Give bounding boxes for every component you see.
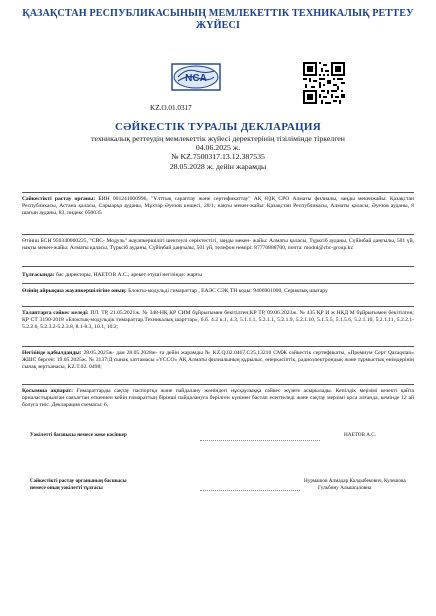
declaration-heading (30, 121, 406, 171)
signatory-section: Тұлғасында: бас директоры, НАЕТОВ А.С., әрекет етуші негізінде: жарғы (22, 272, 202, 278)
section-label: Қосымша ақпарат: (22, 388, 73, 394)
additional-info-section: Қосымша ақпарат: Ғимараттарды сақтау паспортқа және пайдалану жөніндегі нұсқаулыққа сәйкес жүзеге асырылады. Кепілдік мерзімі кезекті қайта орналастырылған саяхаттан өткеннен кейін ғимараттың бірінші пайдалануға берілген күнінен бастап есептеледі және сақтау мерзімі қоса алғанда, кемінде 12 ай болуға тиіс. Декларация схемасы: 6, (22, 388, 414, 409)
divider (22, 346, 414, 347)
header-title-line2: ЖҮЙЕСІ (195, 20, 241, 31)
section-label: Талаптарға сәйкес келеді: (22, 310, 89, 316)
applicant-section: Өтініш БСН 950340000225, "CBC- Модуль" жауапкершілігі шектеулі серіктестігі, заңды мекен- жайы: Алматы қаласы, Түрксіб ауданы, Сүйінбай даңғылы, 501 үй, нақты мекен-жайы: Алматы қаласы, Түрксіб ауданы, Сүйінбай даңғылы, 501 үй, телефон нөмірі: 87770888700, почта: modul@cbc-group.kz (22, 238, 414, 252)
svg-text:NCA: NCA (185, 73, 207, 84)
body-signer-name-line1: Нурмашов Алмадар Калдыбекович, Кулешова (304, 478, 406, 484)
section-label: Өзінің айрықша жауапкершілігіне оның: (22, 288, 127, 294)
divider (22, 306, 414, 307)
product-section: Өзінің айрықша жауапкершілігіне оның: Блокты-модульдi гимараттар , ЕАЭС СЭҚ ТН коды: 9406901000, Сериялық шығару (22, 288, 328, 294)
registration-date: 04.06.2025 ж. (195, 143, 241, 153)
divider (22, 234, 414, 235)
applicant-name: НАЕТОВ А.С. (344, 432, 377, 438)
declaration-number: № KZ.7500317.13.12.387535 (171, 152, 265, 162)
accepted-basis-section: Негізінде қабылданды: 28.05.2025ж- дан 28.05.2028ж- ға дейін жарамды № KZ.Q.02.0467.C25.13210 СМЖ сәйкестік сертификаты, «Премиум Серт Qazaqstan» ЖШС берген: 19.05.2025ж. № 3137/Д сынақ хаттамасы «YCCO» АҚ Алматы филиалының құрылыс, өнеркәсіптік, радиоэлектрондық және тұрмыстық өнімдерінің сынақ зертханасы, KZ.T.02. 0498; (22, 350, 414, 371)
qr-code (303, 62, 345, 104)
certification-body-section: Сәйкестікті растау органы: БИН 001241000996, "Ұлттық сараптау және сертификаттау" АҚ ӨҘҚ СРО Алматы филиалы, заңды мекенжайы: Қазақстан Республикасы, Астана қаласы, Сарыарқа ауданы, Мұхтар Әуезов көшесі, 28/1, нақты мекен-жайы: Қазақстан Республикасы, Алматы қаласы, Әуезов ауданы, 8 шағын ауданы, 83, индекс 050035 (22, 196, 415, 217)
document-header (22, 8, 414, 32)
requirements-section: Талаптарға сәйкес келеді: ПЛ. ТР, 21.05.2021ж. № 348-НҚ ҚР СИМ бұйрығымен бекітілген;КР ТР, 09.06.2023ж. № 435 ҚР И ж НҚД М бұйрығымен бекітілген; ҚР СТ 3190-2018 «Блоктық-модульдік ғимараттар.Техникалық шарттар», б.б. 4.2 к.1, 4.3, 5.1.1.1, 5.2.1.1, 5.2.1.9, 5.2.1.10, 5.1.5.5, 5.1.5.6, 5.2.1.10, 5.2.1.11, 5.2.2.1-5.2.2.6, 5.2.3.2-5.2.3.8, 8.1-8.3, 10.1, 10.2; (22, 310, 414, 331)
body-signature-label-line2: немесе оның уәкілетті тұлғасы (30, 485, 103, 491)
applicant-signature-label: Уәкілетті басшысы немесе жеке кәсіпкер (30, 432, 127, 438)
logo-code: KZ.O.01.0317 (150, 104, 192, 112)
body-signature-label-line1: Сәйкестікті растау органының басшысы (30, 478, 127, 484)
divider (22, 266, 414, 267)
body-signature-line (200, 490, 300, 491)
applicant-signature-line (200, 440, 320, 441)
section-label: Тұлғасында: (22, 272, 55, 278)
divider (22, 283, 414, 284)
section-label: Негізінде қабылданды: (22, 350, 82, 356)
divider (22, 192, 414, 193)
header-title-line1: ҚАЗАҚСТАН РЕСПУБЛИКАСЫНЫҢ МЕМЛЕКЕТТІК ТЕХНИКАЛЫҚ РЕТТЕУ (22, 8, 414, 19)
valid-until: 28.05.2028 ж. дейін жарамды (169, 161, 267, 171)
certification-logo (168, 62, 224, 100)
declaration-title: СӘЙКЕСТІК ТУРАЛЫ ДЕКЛАРАЦИЯ (114, 121, 322, 133)
section-label: Сәйкестікті растау органы: (22, 196, 96, 202)
registry-line: техникалық реттеудің мемлекеттік жүйесі деректерінің тізілімінде тіркелген (91, 134, 345, 143)
body-signer-name-line2: Гульбину Алышгаловна (318, 485, 372, 491)
divider (22, 384, 414, 385)
